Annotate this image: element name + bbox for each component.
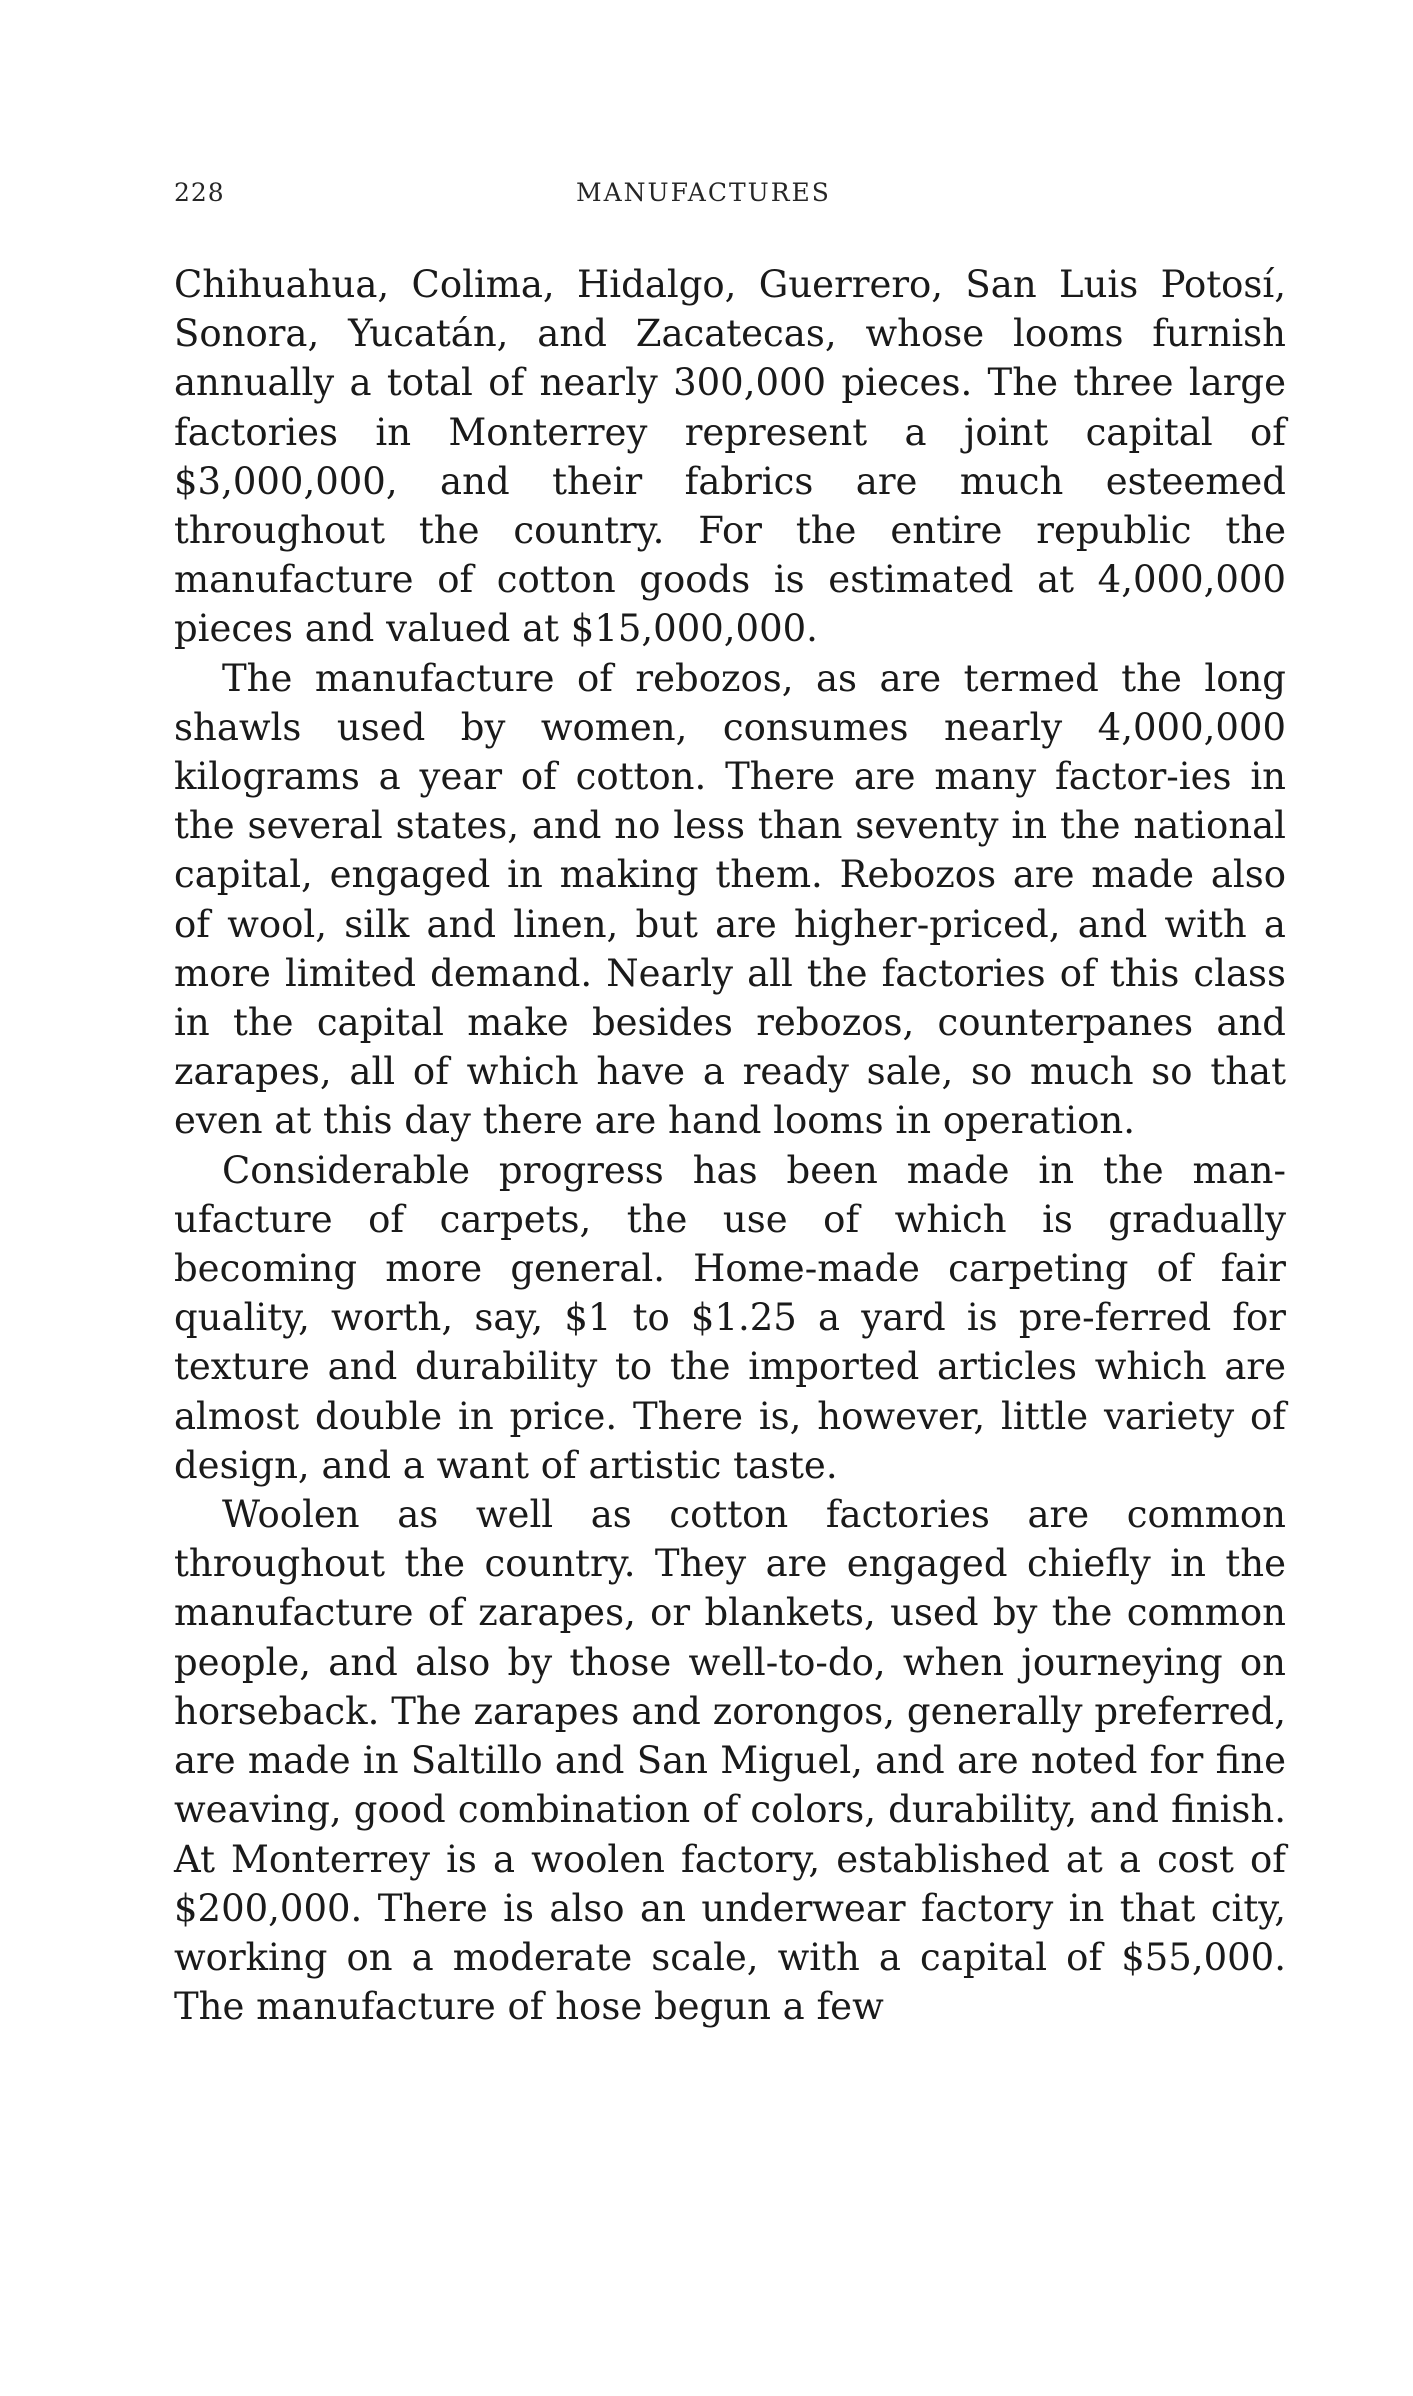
running-head: MANUFACTURES xyxy=(576,178,831,207)
paragraph-1: Chihuahua, Colima, Hidalgo, Guerrero, San Luis Potosí, Sonora, Yucatán, and Zacatecas, whose looms furnish annually a total of nearly 300,000 pieces. The three large factories in Monterrey represent a joint capital of $3,000,000, and their fabrics are much esteemed throughout the country. For the entire republic the manufacture of cotton goods is estimated at 4,000,000 pieces and valued at $15,000,000. xyxy=(174,263,1286,651)
body-text xyxy=(174,260,1286,2031)
page-header xyxy=(174,178,1286,218)
paragraph-3: Considerable progress has been made in the man-ufacture of carpets, the use of which is gradually becoming more general. Home-made carpeting of fair quality, worth, say, $1 to $1.25 a yard is pre-ferred for texture and durability to the imported articles which are almost double in price. There is, however, little variety of design, and a want of artistic taste. xyxy=(174,1148,1286,1487)
paragraph-4: Woolen as well as cotton factories are common throughout the country. They are engaged chiefly in the manufacture of zarapes, or blankets, used by the common people, and also by those well-to-do, when journeying on horseback. The zarapes and zorongos, generally preferred, are made in Saltillo and San Miguel, and are noted for fine weaving, good combination of colors, durability, and finish. At Monterrey is a woolen factory, established at a cost of $200,000. There is also an underwear factory in that city, working on a moderate scale, with a capital of $55,000. The manufacture of hose begun a few xyxy=(174,1493,1286,2029)
page-number: 228 xyxy=(174,178,225,207)
paragraph-2: The manufacture of rebozos, as are termed the long shawls used by women, consumes nearly 4,000,000 kilograms a year of cotton. There are many factor-ies in the several states, and no less than seventy in the national capital, engaged in making them. Rebozos are made also of wool, silk and linen, but are higher-priced, and with a more limited demand. Nearly all the factories of this class in the capital make besides rebozos, counterpanes and zarapes, all of which have a ready sale, so much so that even at this day there are hand looms in operation. xyxy=(174,656,1286,1143)
